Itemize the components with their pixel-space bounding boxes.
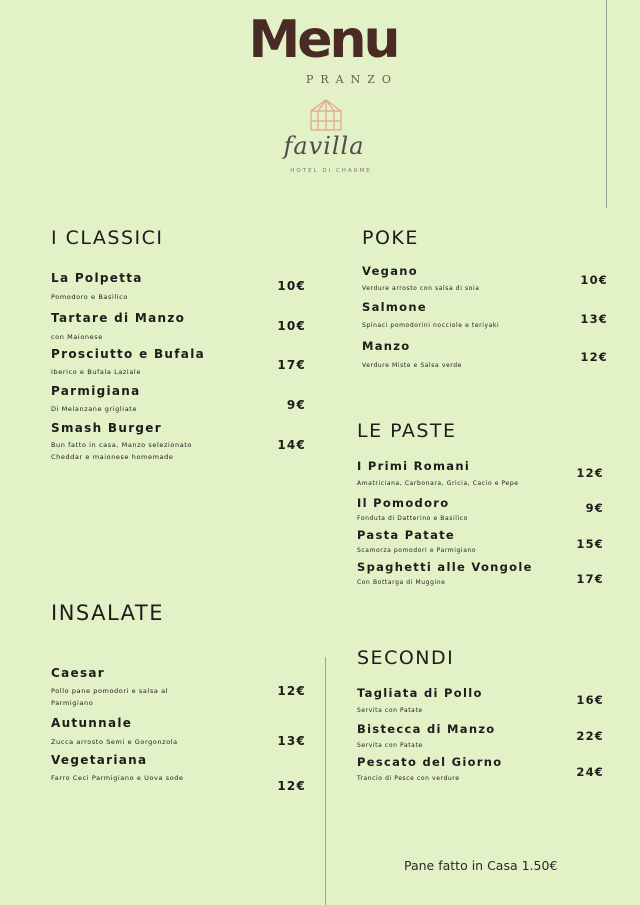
menu-item-desc: Trancio di Pesce con verdure xyxy=(357,775,460,782)
menu-item-desc: Servita con Patate xyxy=(357,742,423,749)
brand-tagline: HOTEL DI CHARME xyxy=(290,168,372,174)
menu-item-name: La Polpetta xyxy=(51,271,143,285)
menu-item-price: 15€ xyxy=(576,537,604,551)
section-title-insalate: INSALATE xyxy=(51,601,165,625)
menu-item-name: Parmigiana xyxy=(51,384,141,398)
menu-item-price: 16€ xyxy=(576,693,604,707)
menu-item-desc: Parmigiano xyxy=(51,699,94,707)
menu-item-price: 22€ xyxy=(576,729,604,743)
menu-item-name: Smash Burger xyxy=(51,421,162,435)
section-title-classici: I CLASSICI xyxy=(51,227,164,249)
menu-item-price: 14€ xyxy=(277,438,306,452)
menu-item-price: 12€ xyxy=(277,684,306,698)
menu-item-name: Pescato del Giorno xyxy=(357,755,503,769)
menu-item-name: Bistecca di Manzo xyxy=(357,722,496,736)
house-emblem-icon xyxy=(307,97,345,133)
menu-item-price: 10€ xyxy=(580,273,608,287)
menu-item-name: Manzo xyxy=(362,339,411,353)
menu-item-desc: Pollo pane pomodori e salsa al xyxy=(51,687,169,695)
divider-top-right xyxy=(606,0,607,208)
menu-item-name: Vegano xyxy=(362,264,418,278)
menu-item-price: 10€ xyxy=(277,319,306,333)
menu-item-desc: Amatriciana, Carbonara, Gricia, Cacio e Pepe xyxy=(357,480,519,487)
menu-item-price: 10€ xyxy=(277,279,306,293)
menu-item-name: Prosciutto e Bufala xyxy=(51,347,205,361)
menu-item-desc: Con Bottarga di Muggine xyxy=(357,579,446,586)
menu-item-price: 13€ xyxy=(277,734,306,748)
menu-item-desc: Fonduta di Datterino e Basilico xyxy=(357,515,468,522)
section-title-poke: POKE xyxy=(362,227,419,249)
menu-item-price: 9€ xyxy=(286,398,306,412)
menu-item-name: Vegetariana xyxy=(51,753,148,767)
menu-item-name: Salmone xyxy=(362,300,427,314)
menu-item-desc: Cheddar e maionese homemade xyxy=(51,453,174,461)
menu-item-name: Tagliata di Pollo xyxy=(357,686,483,700)
menu-item-desc: Iberico e Bufala Laziale xyxy=(51,368,141,376)
menu-title: Menu xyxy=(248,10,398,70)
menu-item-desc: Zucca arrosto Semi e Gorgonzola xyxy=(51,738,178,746)
menu-item-price: 13€ xyxy=(580,312,608,326)
menu-item-desc: Scamorza pomodori e Parmigiano xyxy=(357,547,477,554)
menu-item-name: Autunnale xyxy=(51,716,133,730)
menu-item-desc: Verdure Miste e Salsa verde xyxy=(362,362,462,369)
menu-item-desc: Pomodoro e Basilico xyxy=(51,293,128,301)
menu-item-name: Il Pomodoro xyxy=(357,496,450,510)
divider-bottom-center xyxy=(325,657,326,905)
menu-item-price: 17€ xyxy=(277,358,306,372)
menu-subtitle: PRANZO xyxy=(306,73,398,86)
menu-item-desc: Di Melanzane grigliate xyxy=(51,405,138,413)
menu-item-price: 17€ xyxy=(576,572,604,586)
menu-item-price: 9€ xyxy=(585,501,604,515)
section-title-secondi: SECONDI xyxy=(357,647,455,669)
menu-item-desc: Verdure arrosto con salsa di soia xyxy=(362,285,480,292)
menu-item-desc: Bun fatto in casa, Manzo selezionato xyxy=(51,441,193,449)
menu-item-name: Pasta Patate xyxy=(357,528,456,542)
menu-item-name: Tartare di Manzo xyxy=(51,311,186,325)
brand-name: favilla xyxy=(283,132,365,160)
bread-note: Pane fatto in Casa 1.50€ xyxy=(404,858,558,873)
menu-item-desc: Farro Ceci Parmigiano e Uova sode xyxy=(51,774,184,782)
menu-item-desc: Servita con Patate xyxy=(357,707,423,714)
menu-item-desc: con Maionese xyxy=(51,333,103,341)
menu-item-price: 12€ xyxy=(580,350,608,364)
section-title-paste: LE PASTE xyxy=(357,420,457,442)
menu-item-name: Caesar xyxy=(51,666,106,680)
menu-item-desc: Spinaci pomodorini nocciole e teriyaki xyxy=(362,322,500,329)
menu-item-name: Spaghetti alle Vongole xyxy=(357,560,533,574)
menu-item-price: 12€ xyxy=(277,779,306,793)
menu-item-name: I Primi Romani xyxy=(357,459,471,473)
menu-item-price: 24€ xyxy=(576,765,604,779)
menu-item-price: 12€ xyxy=(576,466,604,480)
